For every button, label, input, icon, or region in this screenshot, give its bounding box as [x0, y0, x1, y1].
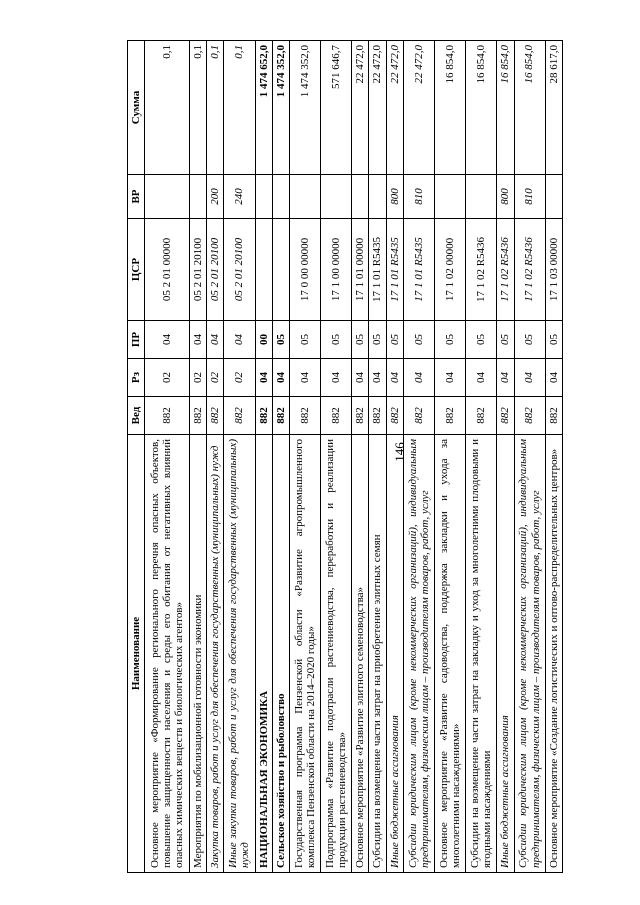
cell-sum: 1 474 352,0 — [272, 41, 289, 175]
cell-ved: 882 — [224, 397, 255, 435]
cell-name: НАЦИОНАЛЬНАЯ ЭКОНОМИКА — [255, 435, 272, 873]
table-row — [369, 41, 386, 873]
cell-sum: 16 854,0 — [435, 41, 466, 175]
cell-csr: 17 1 02 R5436 — [514, 219, 545, 321]
table-row — [255, 41, 272, 873]
cell-rz: 02 — [224, 359, 255, 397]
cell-pr: 00 — [255, 321, 272, 359]
cell-name: Субсидии на возмещение части затрат на приобретение элитных семян — [369, 435, 386, 873]
cell-name: Мероприятия по мобилизационной готовности экономики — [189, 435, 206, 873]
cell-rz: 04 — [545, 359, 562, 397]
cell-rz: 04 — [255, 359, 272, 397]
cell-rz: 04 — [403, 359, 434, 397]
cell-csr: 17 1 01 R5435 — [386, 219, 403, 321]
cell-ved: 882 — [352, 397, 369, 435]
cell-rz: 04 — [386, 359, 403, 397]
cell-csr — [272, 219, 289, 321]
cell-ved: 882 — [145, 397, 190, 435]
cell-csr: 17 1 01 R5435 — [369, 219, 386, 321]
budget-table — [127, 40, 563, 873]
cell-sum: 0,1 — [189, 41, 206, 175]
cell-vr — [189, 175, 206, 219]
cell-csr: 05 2 01 00000 — [145, 219, 190, 321]
cell-csr: 05 2 01 20100 — [189, 219, 206, 321]
cell-vr — [369, 175, 386, 219]
table-row — [321, 41, 352, 873]
cell-pr: 05 — [352, 321, 369, 359]
cell-rz: 04 — [466, 359, 497, 397]
header-rz: Рз — [128, 359, 145, 397]
table-body — [145, 41, 563, 873]
cell-rz: 02 — [189, 359, 206, 397]
cell-name: Основное мероприятие «Развитие элитного семеноводства» — [352, 435, 369, 873]
cell-csr: 17 1 02 R5436 — [466, 219, 497, 321]
cell-name: Основное мероприятие «Формирование регионального перечня опасных объектов, повышение защищенности населения и среды его обитания от негативных влияний опасных химических веществ и биологических агентов» — [145, 435, 190, 873]
table-row — [224, 41, 255, 873]
cell-sum: 22 472,0 — [403, 41, 434, 175]
cell-ved: 882 — [514, 397, 545, 435]
cell-vr — [545, 175, 562, 219]
cell-csr: 17 1 02 R5436 — [497, 219, 514, 321]
cell-ved: 882 — [290, 397, 321, 435]
cell-name: Подпрограмма «Развитие подотрасли растениеводства, переработки и реализации продукции растениеводства» — [321, 435, 352, 873]
table-row — [514, 41, 545, 873]
cell-name: Иные бюджетные ассигнования — [497, 435, 514, 873]
cell-vr: 200 — [207, 175, 224, 219]
cell-pr: 05 — [272, 321, 289, 359]
cell-name: Закупка товаров, работ и услуг для обеспечения государственных (муниципальных) нужд — [207, 435, 224, 873]
cell-vr: 810 — [514, 175, 545, 219]
cell-name: Субсидии на возмещение части затрат на закладку и уход за многолетними плодовыми и ягодными насаждениями — [466, 435, 497, 873]
cell-sum: 571 646,7 — [321, 41, 352, 175]
cell-rz: 04 — [435, 359, 466, 397]
cell-csr — [255, 219, 272, 321]
cell-ved: 882 — [369, 397, 386, 435]
cell-rz: 04 — [272, 359, 289, 397]
table-row — [403, 41, 434, 873]
cell-rz: 04 — [321, 359, 352, 397]
cell-vr — [145, 175, 190, 219]
cell-ved: 882 — [386, 397, 403, 435]
cell-rz: 04 — [352, 359, 369, 397]
cell-csr: 17 0 00 00000 — [290, 219, 321, 321]
table-row — [435, 41, 466, 873]
cell-sum: 22 472,0 — [369, 41, 386, 175]
cell-sum: 16 854,0 — [514, 41, 545, 175]
cell-name: Субсидии юридическим лицам (кроме некоммерческих организаций), индивидуальным предпринимателям, физическим лицам – производителям товаров, работ, услуг — [403, 435, 434, 873]
header-sum: Сумма — [128, 41, 145, 175]
header-vr: ВР — [128, 175, 145, 219]
cell-rz: 04 — [290, 359, 321, 397]
cell-name: Субсидии юридическим лицам (кроме некоммерческих организаций), индивидуальным предпринимателям, физическим лицам – производителям товаров, работ, услуг — [514, 435, 545, 873]
cell-name: Сельское хозяйство и рыболовство — [272, 435, 289, 873]
cell-csr: 17 1 00 00000 — [321, 219, 352, 321]
table-row — [189, 41, 206, 873]
cell-vr: 800 — [386, 175, 403, 219]
cell-pr: 05 — [386, 321, 403, 359]
cell-vr — [272, 175, 289, 219]
cell-name: Основное мероприятие «Создание логистических и оптово-распределительных центров» — [545, 435, 562, 873]
cell-vr — [352, 175, 369, 219]
cell-rz: 04 — [514, 359, 545, 397]
cell-sum: 0,1 — [224, 41, 255, 175]
cell-vr: 800 — [497, 175, 514, 219]
cell-ved: 882 — [466, 397, 497, 435]
cell-ved: 882 — [272, 397, 289, 435]
cell-sum: 22 472,0 — [386, 41, 403, 175]
cell-vr — [435, 175, 466, 219]
cell-rz: 02 — [207, 359, 224, 397]
page-number: 146 — [392, 442, 407, 462]
cell-csr: 17 1 02 00000 — [435, 219, 466, 321]
header-ved: Вед — [128, 397, 145, 435]
table-row — [497, 41, 514, 873]
cell-sum: 0,1 — [145, 41, 190, 175]
table-row — [466, 41, 497, 873]
cell-csr: 05 2 01 20100 — [224, 219, 255, 321]
cell-ved: 882 — [403, 397, 434, 435]
header-name: Наименование — [128, 435, 145, 873]
cell-name: Иные закупки товаров, работ и услуг для обеспечения государственных (муниципальных) нужд — [224, 435, 255, 873]
cell-pr: 04 — [224, 321, 255, 359]
header-csr: ЦСР — [128, 219, 145, 321]
cell-pr: 05 — [321, 321, 352, 359]
cell-pr: 05 — [545, 321, 562, 359]
cell-pr: 05 — [290, 321, 321, 359]
cell-pr: 04 — [207, 321, 224, 359]
cell-pr: 05 — [497, 321, 514, 359]
budget-table-container — [127, 41, 563, 873]
table-row — [207, 41, 224, 873]
cell-pr: 05 — [466, 321, 497, 359]
table-row — [290, 41, 321, 873]
cell-name: Основное мероприятие «Развитие садоводства, поддержка закладки и ухода за многолетними насаждениями» — [435, 435, 466, 873]
cell-csr: 05 2 01 20100 — [207, 219, 224, 321]
cell-vr: 240 — [224, 175, 255, 219]
cell-vr — [290, 175, 321, 219]
table-row — [352, 41, 369, 873]
cell-vr — [466, 175, 497, 219]
cell-rz: 02 — [145, 359, 190, 397]
cell-pr: 05 — [514, 321, 545, 359]
cell-csr: 17 1 01 R5435 — [403, 219, 434, 321]
table-row — [145, 41, 190, 873]
cell-sum: 1 474 352,0 — [290, 41, 321, 175]
cell-sum: 1 474 652,0 — [255, 41, 272, 175]
cell-ved: 882 — [435, 397, 466, 435]
cell-vr: 810 — [403, 175, 434, 219]
cell-ved: 882 — [497, 397, 514, 435]
cell-pr: 04 — [189, 321, 206, 359]
cell-vr — [255, 175, 272, 219]
cell-pr: 05 — [403, 321, 434, 359]
cell-sum: 0,1 — [207, 41, 224, 175]
header-row — [128, 41, 145, 873]
cell-ved: 882 — [545, 397, 562, 435]
cell-sum: 28 617,0 — [545, 41, 562, 175]
cell-vr — [321, 175, 352, 219]
cell-name: Государственная программа Пензенской области «Развитие агропромышленного комплекса Пензенской области на 2014–2020 годы» — [290, 435, 321, 873]
table-row — [545, 41, 562, 873]
cell-csr: 17 1 03 00000 — [545, 219, 562, 321]
cell-rz: 04 — [497, 359, 514, 397]
cell-csr: 17 1 01 00000 — [352, 219, 369, 321]
table-row — [272, 41, 289, 873]
cell-ved: 882 — [321, 397, 352, 435]
cell-pr: 05 — [435, 321, 466, 359]
cell-sum: 16 854,0 — [497, 41, 514, 175]
cell-sum: 16 854,0 — [466, 41, 497, 175]
cell-name: Иные бюджетные ассигнования — [386, 435, 403, 873]
cell-rz: 04 — [369, 359, 386, 397]
table-row — [386, 41, 403, 873]
cell-ved: 882 — [255, 397, 272, 435]
header-pr: ПР — [128, 321, 145, 359]
cell-ved: 882 — [189, 397, 206, 435]
cell-ved: 882 — [207, 397, 224, 435]
cell-pr: 04 — [145, 321, 190, 359]
cell-pr: 05 — [369, 321, 386, 359]
cell-sum: 22 472,0 — [352, 41, 369, 175]
